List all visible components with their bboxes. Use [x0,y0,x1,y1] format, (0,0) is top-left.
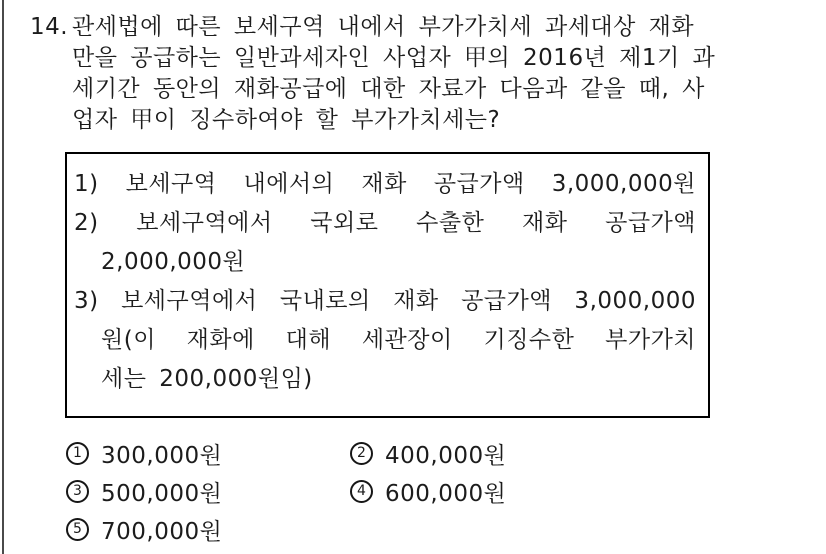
choice-amount: 500,000원 [101,480,223,507]
box-item-3-line: 3) 보세구역에서 국내로의 재화 공급가액 3,000,000 [74,288,696,314]
choice-2[interactable] [350,437,634,470]
question-block [30,12,788,136]
question-text [72,12,788,136]
choice-row [66,434,706,472]
question-line: 관세법에 따른 보세구역 내에서 부가가치세 과세대상 재화 [72,14,695,40]
circled-number-icon: 2 [350,442,373,465]
page-column-divider [2,0,4,554]
choice-row [66,472,706,510]
question-data-box [65,152,710,418]
answer-choices [66,434,706,548]
choice-5[interactable] [66,513,350,546]
box-item-2-line: 2) 보세구역에서 국외로 수출한 재화 공급가액 [74,210,696,236]
question-line: 업자 甲이 징수하여야 할 부가가치세는? [72,107,501,133]
box-item-3-line: 세는 200,000원임) [101,366,313,392]
circled-number-icon: 4 [350,480,373,503]
question-line: 만을 공급하는 일반과세자인 사업자 甲의 2016년 제1기 과 [72,45,716,71]
choice-amount: 600,000원 [385,480,507,507]
question-number: 14. [30,14,69,40]
choice-amount: 700,000원 [101,518,223,545]
choice-amount: 400,000원 [385,442,507,469]
circled-number-icon: 1 [66,442,89,465]
choice-4[interactable] [350,475,634,508]
box-item-1-line: 1) 보세구역 내에서의 재화 공급가액 3,000,000원 [74,171,696,197]
choice-amount: 300,000원 [101,442,223,469]
circled-number-icon: 3 [66,480,89,503]
choice-row [66,510,706,548]
circled-number-icon: 5 [66,518,89,541]
box-item-2-line: 2,000,000원 [101,249,246,275]
choice-3[interactable] [66,475,350,508]
question-line: 세기간 동안의 재화공급에 대한 자료가 다음과 같을 때, 사 [72,76,705,102]
choice-1[interactable] [66,437,350,470]
box-item-3-line: 원(이 재화에 대해 세관장이 기징수한 부가가치 [101,327,696,353]
